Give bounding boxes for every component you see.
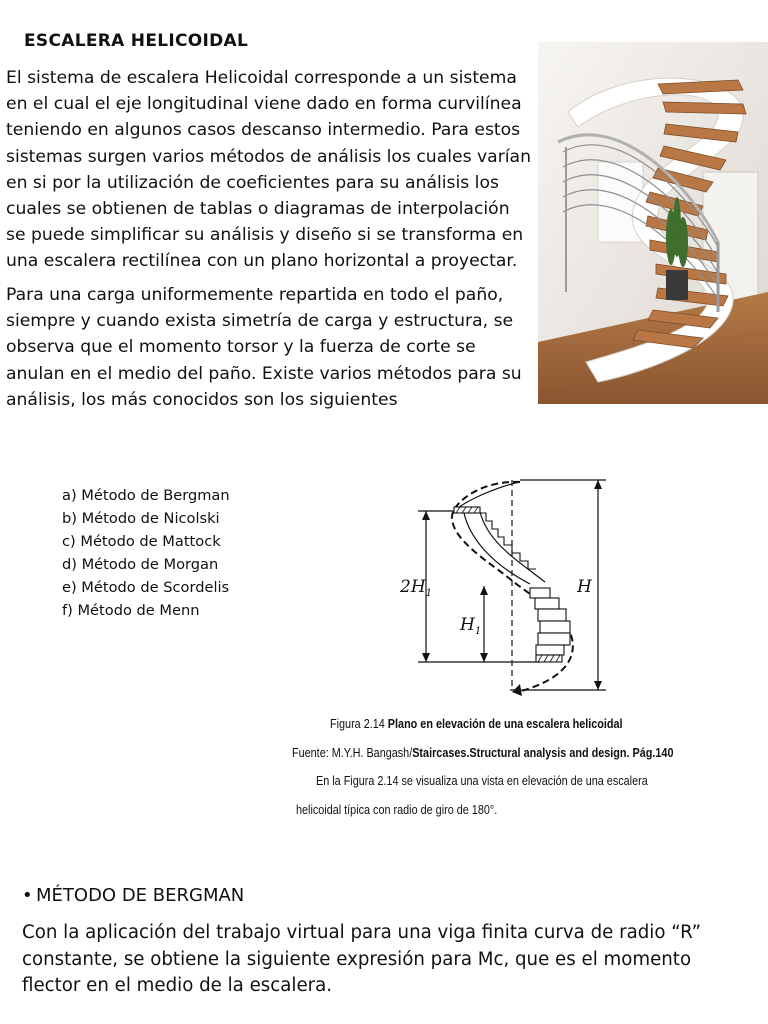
list-item: c) Método de Mattock: [62, 533, 221, 550]
spiral-staircase-photo: [538, 42, 768, 404]
label-h1: $H_1$: [460, 615, 482, 637]
list-item: b) Método de Nicolski: [62, 510, 220, 527]
list-item: e) Método de Scordelis: [62, 579, 230, 596]
load-paragraph: Para una carga uniformemente repartida en todo el paño, siempre y cuando exista simetría de carga y estructura, se observa que el momento torsor y la fuerza de corte se anulan en el medio del paño. Existe varios métodos para su análisis, los más conocidos son los siguientes: [6, 285, 522, 410]
label-2h1: $2H_1$: [400, 577, 433, 599]
list-item: f) Método de Menn: [62, 602, 200, 619]
label-h: H: [577, 577, 592, 597]
staircase-elevation-figure: [380, 464, 620, 709]
figure-description-line2: helicoidal típica con radio de giro de 180°.: [296, 803, 498, 817]
page-title: ESCALERA HELICOIDAL: [24, 31, 249, 51]
figure-caption: Figura 2.14 Plano en elevación de una escalera helicoidal: [330, 717, 623, 731]
list-item: d) Método de Morgan: [62, 556, 219, 573]
list-item: a) Método de Bergman: [62, 487, 230, 504]
methods-list: [62, 484, 230, 622]
bergman-paragraph: Con la aplicación del trabajo virtual para una viga finita curva de radio “R” constante, se obtiene la siguiente expresión para Mc, que es el momento flector en el medio de la escalera.: [22, 922, 702, 996]
bullet: •: [22, 885, 33, 906]
figure-description-line1: En la Figura 2.14 se visualiza una vista en elevación de una escalera: [316, 774, 648, 788]
intro-paragraph: El sistema de escalera Helicoidal corresponde a un sistema en el cual el eje longitudinal viene dado en forma curvilínea teniendo en algunos casos descanso intermedio. Para estos sistemas surgen varios métodos de análisis los cuales varían en si por la utilización de coeficientes para su análisis los cuales se obtienen de tablas o diagramas de interpolación se puede simplificar su análisis y diseño si se transforma en una escalera rectilínea con un plano horizontal a proyectar.: [6, 68, 531, 272]
figure-source: Fuente: M.Y.H. Bangash/Staircases.Structural analysis and design. Pág.140: [292, 746, 674, 760]
section-heading: • MÉTODO DE BERGMAN: [22, 885, 245, 906]
